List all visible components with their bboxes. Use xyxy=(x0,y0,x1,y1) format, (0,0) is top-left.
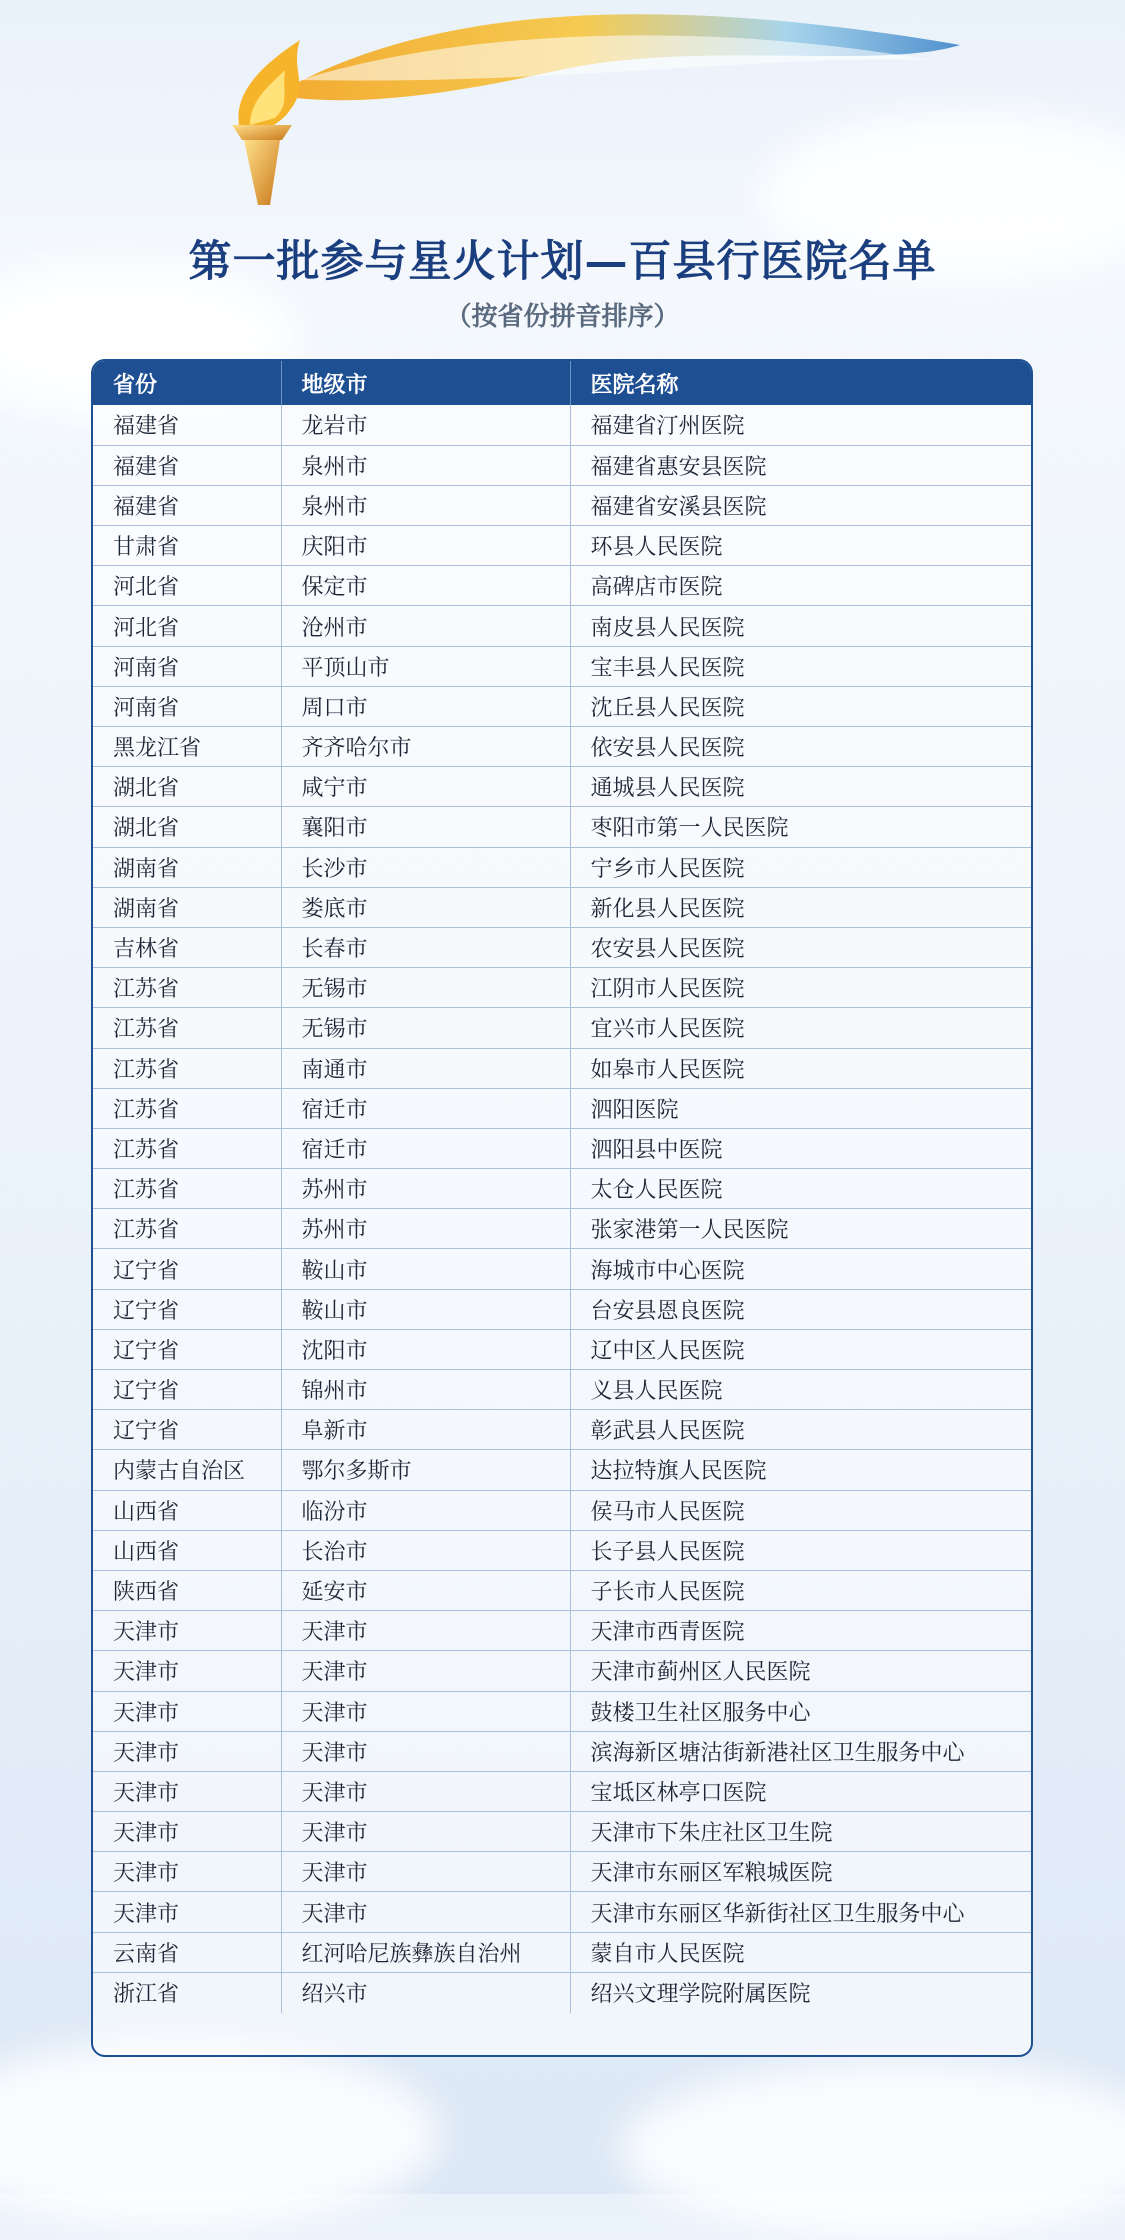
cell-hospital: 农安县人民医院 xyxy=(570,927,1031,967)
cell-province: 山西省 xyxy=(93,1530,281,1570)
table-row xyxy=(93,1088,1031,1128)
page-subtitle: （按省份拼音排序） xyxy=(445,302,680,332)
cell-city: 保定市 xyxy=(281,566,570,606)
cell-hospital: 天津市东丽区华新街社区卫生服务中心 xyxy=(570,1892,1031,1932)
table-row xyxy=(93,1048,1031,1088)
table-row xyxy=(93,1249,1031,1289)
cell-hospital: 侯马市人民医院 xyxy=(570,1490,1031,1530)
cell-hospital: 海城市中心医院 xyxy=(570,1249,1031,1289)
cell-city: 沧州市 xyxy=(281,606,570,646)
cell-province: 内蒙古自治区 xyxy=(93,1450,281,1490)
cell-city: 天津市 xyxy=(281,1812,570,1852)
cell-city: 临汾市 xyxy=(281,1490,570,1530)
cell-province: 江苏省 xyxy=(93,968,281,1008)
cell-province: 天津市 xyxy=(93,1771,281,1811)
cell-province: 天津市 xyxy=(93,1611,281,1651)
cell-city: 天津市 xyxy=(281,1852,570,1892)
cell-province: 福建省 xyxy=(93,405,281,445)
cell-province: 山西省 xyxy=(93,1490,281,1530)
table-row xyxy=(93,1209,1031,1249)
cell-city: 阜新市 xyxy=(281,1410,570,1450)
cell-hospital: 鼓楼卫生社区服务中心 xyxy=(570,1691,1031,1731)
table-row xyxy=(93,1771,1031,1811)
table-row xyxy=(93,927,1031,967)
table-row xyxy=(93,727,1031,767)
cell-province: 湖北省 xyxy=(93,807,281,847)
cell-city: 无锡市 xyxy=(281,1008,570,1048)
cell-province: 天津市 xyxy=(93,1731,281,1771)
table-row xyxy=(93,1932,1031,1972)
cell-hospital: 福建省惠安县医院 xyxy=(570,445,1031,485)
cell-hospital: 宜兴市人民医院 xyxy=(570,1008,1031,1048)
table-row xyxy=(93,1008,1031,1048)
cell-hospital: 宝坻区林亭口医院 xyxy=(570,1771,1031,1811)
cell-hospital: 天津市西青医院 xyxy=(570,1611,1031,1651)
cell-hospital: 高碑店市医院 xyxy=(570,566,1031,606)
cell-city: 天津市 xyxy=(281,1611,570,1651)
cell-hospital: 福建省汀州医院 xyxy=(590,414,745,440)
hospital-table xyxy=(91,359,1033,2057)
cell-hospital: 长子县人民医院 xyxy=(570,1530,1031,1570)
cell-city: 泉州市 xyxy=(281,445,570,485)
table-row xyxy=(93,1289,1031,1329)
cell-city: 天津市 xyxy=(281,1651,570,1691)
table-row xyxy=(93,887,1031,927)
cell-city: 周口市 xyxy=(281,686,570,726)
table-row xyxy=(93,1892,1031,1932)
torch-flame-icon xyxy=(0,0,1125,230)
cell-city: 娄底市 xyxy=(281,887,570,927)
cloud-decor xyxy=(0,2040,440,2230)
cell-city: 平顶山市 xyxy=(281,646,570,686)
table-row xyxy=(93,1731,1031,1771)
cell-city: 长春市 xyxy=(281,927,570,967)
cell-hospital: 天津市蓟州区人民医院 xyxy=(570,1651,1031,1691)
cell-province: 辽宁省 xyxy=(93,1289,281,1329)
cell-hospital: 新化县人民医院 xyxy=(570,887,1031,927)
table-row xyxy=(93,1530,1031,1570)
cell-hospital: 环县人民医院 xyxy=(570,526,1031,566)
cell-city: 咸宁市 xyxy=(281,767,570,807)
cell-hospital: 台安县恩良医院 xyxy=(570,1289,1031,1329)
cell-hospital: 蒙自市人民医院 xyxy=(570,1932,1031,1972)
table-row xyxy=(93,807,1031,847)
cell-city: 齐齐哈尔市 xyxy=(281,727,570,767)
cell-hospital: 滨海新区塘沽街新港社区卫生服务中心 xyxy=(570,1731,1031,1771)
table-row xyxy=(93,1570,1031,1610)
cell-province: 浙江省 xyxy=(93,1972,281,2012)
cell-province: 江苏省 xyxy=(93,1008,281,1048)
cell-city: 泉州市 xyxy=(281,485,570,525)
cell-province: 江苏省 xyxy=(93,1048,281,1088)
table-row xyxy=(93,1651,1031,1691)
table-row xyxy=(93,1691,1031,1731)
table-row xyxy=(93,646,1031,686)
cell-hospital: 南皮县人民医院 xyxy=(570,606,1031,646)
cell-province: 河南省 xyxy=(93,686,281,726)
cell-hospital: 子长市人民医院 xyxy=(570,1570,1031,1610)
table-row xyxy=(93,1410,1031,1450)
cell-province: 天津市 xyxy=(93,1852,281,1892)
cell-hospital: 沈丘县人民医院 xyxy=(570,686,1031,726)
column-header-province: 省份 xyxy=(93,361,281,405)
cell-hospital: 义县人民医院 xyxy=(570,1370,1031,1410)
cell-city: 南通市 xyxy=(281,1048,570,1088)
cell-city: 鞍山市 xyxy=(281,1289,570,1329)
table-row xyxy=(93,1370,1031,1410)
table-row xyxy=(93,1450,1031,1490)
cell-province: 江苏省 xyxy=(93,1209,281,1249)
cell-province: 江苏省 xyxy=(93,1088,281,1128)
cell-province: 天津市 xyxy=(93,1812,281,1852)
cell-hospital: 通城县人民医院 xyxy=(570,767,1031,807)
cell-province: 湖南省 xyxy=(93,887,281,927)
cell-province: 天津市 xyxy=(93,1892,281,1932)
cell-province: 辽宁省 xyxy=(93,1329,281,1369)
table-row xyxy=(93,1972,1031,2012)
table-row xyxy=(93,445,1031,485)
cell-city: 龙岩市 xyxy=(281,405,570,445)
cell-province: 福建省 xyxy=(93,485,281,525)
cell-hospital: 依安县人民医院 xyxy=(570,727,1031,767)
cell-city: 延安市 xyxy=(281,1570,570,1610)
cell-province: 辽宁省 xyxy=(93,1410,281,1450)
cell-province: 江苏省 xyxy=(93,1169,281,1209)
table-row xyxy=(93,1128,1031,1168)
cell-city: 长沙市 xyxy=(281,847,570,887)
column-header-city: 地级市 xyxy=(281,361,570,405)
table-row xyxy=(93,1169,1031,1209)
cell-city: 苏州市 xyxy=(281,1209,570,1249)
cell-province: 福建省 xyxy=(93,445,281,485)
table-row xyxy=(93,606,1031,646)
cell-province: 黑龙江省 xyxy=(93,727,281,767)
cell-city: 庆阳市 xyxy=(281,526,570,566)
table-row xyxy=(93,1490,1031,1530)
cell-hospital: 宁乡市人民医院 xyxy=(570,847,1031,887)
cell-city: 锦州市 xyxy=(281,1370,570,1410)
cell-city: 绍兴市 xyxy=(281,1972,570,2012)
cell-province: 河北省 xyxy=(93,606,281,646)
cell-hospital: 泗阳医院 xyxy=(570,1088,1031,1128)
table-row xyxy=(93,1812,1031,1852)
cell-city: 宿迁市 xyxy=(281,1088,570,1128)
cell-hospital: 福建省安溪县医院 xyxy=(570,485,1031,525)
cell-hospital: 天津市东丽区军粮城医院 xyxy=(570,1852,1031,1892)
cell-province: 甘肃省 xyxy=(93,526,281,566)
table-row xyxy=(93,526,1031,566)
cell-province: 辽宁省 xyxy=(93,1370,281,1410)
table-row xyxy=(93,1611,1031,1651)
cell-province: 辽宁省 xyxy=(93,1249,281,1289)
table-row xyxy=(93,485,1031,525)
cell-hospital: 辽中区人民医院 xyxy=(570,1329,1031,1369)
cell-province: 云南省 xyxy=(93,1932,281,1972)
table-row xyxy=(93,686,1031,726)
cell-province: 湖北省 xyxy=(93,767,281,807)
column-header-hospital: 医院名称 xyxy=(570,361,1031,405)
cell-province: 天津市 xyxy=(93,1651,281,1691)
cell-city: 沈阳市 xyxy=(281,1329,570,1369)
cell-province: 天津市 xyxy=(93,1691,281,1731)
cell-hospital: 枣阳市第一人民医院 xyxy=(570,807,1031,847)
cell-hospital: 张家港第一人民医院 xyxy=(570,1209,1031,1249)
cell-city: 苏州市 xyxy=(281,1169,570,1209)
cell-city: 襄阳市 xyxy=(281,807,570,847)
table-row xyxy=(93,405,1031,445)
cell-province: 吉林省 xyxy=(93,927,281,967)
cell-city: 宿迁市 xyxy=(281,1128,570,1168)
cell-province: 河北省 xyxy=(93,566,281,606)
table-row xyxy=(93,767,1031,807)
table-row xyxy=(93,847,1031,887)
cell-province: 江苏省 xyxy=(93,1128,281,1168)
cell-hospital: 彰武县人民医院 xyxy=(570,1410,1031,1450)
table-header-row xyxy=(93,361,1031,405)
table-row xyxy=(93,1852,1031,1892)
cell-city: 无锡市 xyxy=(281,968,570,1008)
cell-city: 天津市 xyxy=(281,1771,570,1811)
cell-hospital: 天津市下朱庄社区卫生院 xyxy=(570,1812,1031,1852)
page-title: 第一批参与星火计划—百县行医院名单 xyxy=(188,237,937,287)
cell-city: 鄂尔多斯市 xyxy=(281,1450,570,1490)
cell-province: 陕西省 xyxy=(93,1570,281,1610)
cell-hospital: 如皋市人民医院 xyxy=(570,1048,1031,1088)
cell-city: 天津市 xyxy=(281,1892,570,1932)
cell-city: 鞍山市 xyxy=(281,1249,570,1289)
cell-province: 湖南省 xyxy=(93,847,281,887)
cloud-decor xyxy=(620,2060,1125,2240)
cell-hospital: 宝丰县人民医院 xyxy=(570,646,1031,686)
cell-hospital: 江阴市人民医院 xyxy=(570,968,1031,1008)
cell-city: 长治市 xyxy=(281,1530,570,1570)
table-row xyxy=(93,1329,1031,1369)
cell-province: 河南省 xyxy=(93,646,281,686)
cell-hospital: 泗阳县中医院 xyxy=(570,1128,1031,1168)
table-row xyxy=(93,968,1031,1008)
cell-city: 天津市 xyxy=(281,1691,570,1731)
cell-hospital: 绍兴文理学院附属医院 xyxy=(570,1972,1031,2012)
cell-hospital: 太仓人民医院 xyxy=(570,1169,1031,1209)
table-row xyxy=(93,566,1031,606)
cell-city: 红河哈尼族彝族自治州 xyxy=(281,1932,570,1972)
cell-city: 天津市 xyxy=(281,1731,570,1771)
cell-hospital: 达拉特旗人民医院 xyxy=(570,1450,1031,1490)
